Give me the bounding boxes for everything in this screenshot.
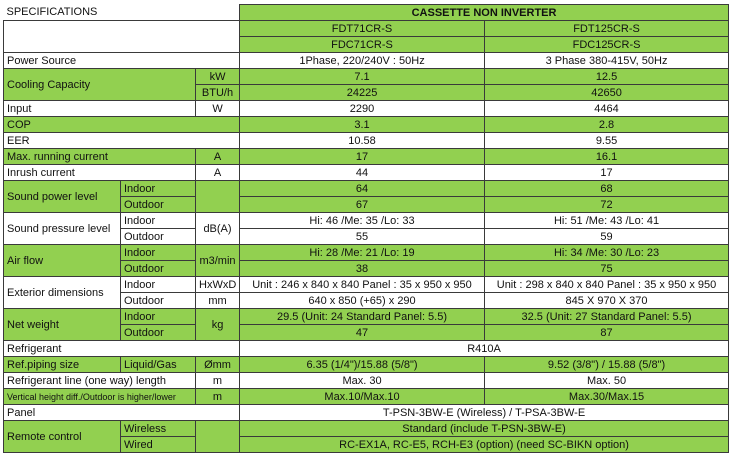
eer-value-1: 10.58	[240, 133, 485, 149]
cooling-btu-2: 42650	[485, 85, 729, 101]
panel-label: Panel	[4, 405, 240, 421]
outdoor-model-2: FDC125CR-S	[485, 37, 729, 53]
row-input	[4, 101, 729, 117]
max-current-unit: A	[196, 149, 240, 165]
row-piping	[4, 357, 729, 373]
cooling-unit-kw: kW	[196, 69, 240, 85]
cooling-unit-btu: BTU/h	[196, 85, 240, 101]
exterior-unit-mm: mm	[196, 293, 240, 309]
net-weight-indoor-label: Indoor	[121, 309, 196, 325]
input-unit: W	[196, 101, 240, 117]
cooling-capacity-label: Cooling Capacity	[4, 69, 196, 101]
sound-power-indoor-2: 68	[485, 181, 729, 197]
cooling-btu-1: 24225	[240, 85, 485, 101]
air-flow-indoor-1: Hi: 28 /Me: 21 /Lo: 19	[240, 245, 485, 261]
sound-power-outdoor-1: 67	[240, 197, 485, 213]
inrush-label: Inrush current	[4, 165, 196, 181]
inrush-value-1: 44	[240, 165, 485, 181]
net-weight-outdoor-label: Outdoor	[121, 325, 196, 341]
exterior-label: Exterior dimensions	[4, 277, 121, 309]
refrigerant-value: R410A	[240, 341, 729, 357]
air-flow-outdoor-1: 38	[240, 261, 485, 277]
input-value-2: 4464	[485, 101, 729, 117]
sound-power-indoor-label: Indoor	[121, 181, 196, 197]
air-flow-unit: m3/min	[196, 245, 240, 277]
row-height-diff	[4, 389, 729, 405]
row-cooling-kw	[4, 69, 729, 85]
cop-value-1: 3.1	[240, 117, 485, 133]
row-max-current	[4, 149, 729, 165]
row-refrigerant	[4, 341, 729, 357]
height-diff-value-1: Max.10/Max.10	[240, 389, 485, 405]
input-value-1: 2290	[240, 101, 485, 117]
row-power-source	[4, 53, 729, 69]
remote-unit	[196, 421, 240, 453]
cop-value-2: 2.8	[485, 117, 729, 133]
sound-pressure-indoor-2: Hi: 51 /Me: 43 /Lo: 41	[485, 213, 729, 229]
net-weight-outdoor-2: 87	[485, 325, 729, 341]
eer-value-2: 9.55	[485, 133, 729, 149]
cooling-kw-2: 12.5	[485, 69, 729, 85]
row-air-flow-indoor	[4, 245, 729, 261]
row-panel	[4, 405, 729, 421]
sound-power-indoor-1: 64	[240, 181, 485, 197]
specifications-table	[3, 4, 729, 453]
row-sound-pressure-indoor	[4, 213, 729, 229]
max-current-value-1: 17	[240, 149, 485, 165]
remote-wired-label: Wired	[121, 437, 196, 453]
piping-unit: Ømm	[196, 357, 240, 373]
row-inrush	[4, 165, 729, 181]
piping-value-2: 9.52 (3/8") / 15.88 (5/8")	[485, 357, 729, 373]
power-source-value-1: 1Phase, 220/240V : 50Hz	[240, 53, 485, 69]
sound-pressure-label: Sound pressure level	[4, 213, 121, 245]
remote-wireless-value: Standard (include T-PSN-3BW-E)	[240, 421, 729, 437]
panel-value: T-PSN-3BW-E (Wireless) / T-PSA-3BW-E	[240, 405, 729, 421]
sound-power-outdoor-2: 72	[485, 197, 729, 213]
air-flow-outdoor-label: Outdoor	[121, 261, 196, 277]
input-label: Input	[4, 101, 196, 117]
page-title: SPECIFICATIONS	[4, 5, 240, 21]
max-current-label: Max. running current	[4, 149, 196, 165]
line-length-unit: m	[196, 373, 240, 389]
exterior-indoor-label: Indoor	[121, 277, 196, 293]
power-source-label: Power Source	[4, 53, 240, 69]
exterior-outdoor-2: 845 X 970 X 370	[485, 293, 729, 309]
net-weight-unit: kg	[196, 309, 240, 341]
indoor-model-1: FDT71CR-S	[240, 21, 485, 37]
row-net-weight-indoor	[4, 309, 729, 325]
air-flow-indoor-label: Indoor	[121, 245, 196, 261]
row-line-length	[4, 373, 729, 389]
air-flow-indoor-2: Hi: 34 /Me: 30 /Lo: 23	[485, 245, 729, 261]
piping-label: Ref.piping size	[4, 357, 121, 373]
sound-power-label: Sound power level	[4, 181, 121, 213]
refrigerant-label: Refrigerant	[4, 341, 240, 357]
line-length-value-2: Max. 50	[485, 373, 729, 389]
row-remote-wireless	[4, 421, 729, 437]
inrush-value-2: 17	[485, 165, 729, 181]
inrush-unit: A	[196, 165, 240, 181]
height-diff-unit: m	[196, 389, 240, 405]
exterior-outdoor-label: Outdoor	[121, 293, 196, 309]
max-current-value-2: 16.1	[485, 149, 729, 165]
row-cop	[4, 117, 729, 133]
header-spacer	[4, 21, 240, 53]
piping-value-1: 6.35 (1/4")/15.88 (5/8")	[240, 357, 485, 373]
row-eer	[4, 133, 729, 149]
sound-pressure-outdoor-label: Outdoor	[121, 229, 196, 245]
exterior-outdoor-1: 640 x 850 (+65) x 290	[240, 293, 485, 309]
exterior-unit-dims: HxWxD	[196, 277, 240, 293]
sound-pressure-indoor-label: Indoor	[121, 213, 196, 229]
row-exterior-indoor	[4, 277, 729, 293]
sound-pressure-indoor-1: Hi: 46 /Me: 35 /Lo: 33	[240, 213, 485, 229]
sound-power-unit	[196, 181, 240, 213]
eer-label: EER	[4, 133, 240, 149]
series-header: CASSETTE NON INVERTER	[240, 5, 729, 21]
air-flow-outdoor-2: 75	[485, 261, 729, 277]
piping-sub-label: Liquid/Gas	[121, 357, 196, 373]
cop-label: COP	[4, 117, 240, 133]
outdoor-model-1: FDC71CR-S	[240, 37, 485, 53]
exterior-indoor-2: Unit : 298 x 840 x 840 Panel : 35 x 950 x 950	[485, 277, 729, 293]
sound-pressure-unit: dB(A)	[196, 213, 240, 245]
remote-label: Remote control	[4, 421, 121, 453]
remote-wired-value: RC-EX1A, RC-E5, RCH-E3 (option) (need SC-BIKN option)	[240, 437, 729, 453]
height-diff-value-2: Max.30/Max.15	[485, 389, 729, 405]
height-diff-label: Vertical height diff./Outdoor is higher/lower	[4, 389, 196, 405]
exterior-indoor-1: Unit : 246 x 840 x 840 Panel : 35 x 950 x 950	[240, 277, 485, 293]
sound-power-outdoor-label: Outdoor	[121, 197, 196, 213]
cooling-kw-1: 7.1	[240, 69, 485, 85]
line-length-label: Refrigerant line (one way) length	[4, 373, 196, 389]
sound-pressure-outdoor-1: 55	[240, 229, 485, 245]
net-weight-indoor-1: 29.5 (Unit: 24 Standard Panel: 5.5)	[240, 309, 485, 325]
line-length-value-1: Max. 30	[240, 373, 485, 389]
sound-pressure-outdoor-2: 59	[485, 229, 729, 245]
net-weight-label: Net weight	[4, 309, 121, 341]
indoor-model-2: FDT125CR-S	[485, 21, 729, 37]
power-source-value-2: 3 Phase 380-415V, 50Hz	[485, 53, 729, 69]
net-weight-indoor-2: 32.5 (Unit: 27 Standard Panel: 5.5)	[485, 309, 729, 325]
remote-wireless-label: Wireless	[121, 421, 196, 437]
row-sound-power-indoor	[4, 181, 729, 197]
net-weight-outdoor-1: 47	[240, 325, 485, 341]
air-flow-label: Air flow	[4, 245, 121, 277]
